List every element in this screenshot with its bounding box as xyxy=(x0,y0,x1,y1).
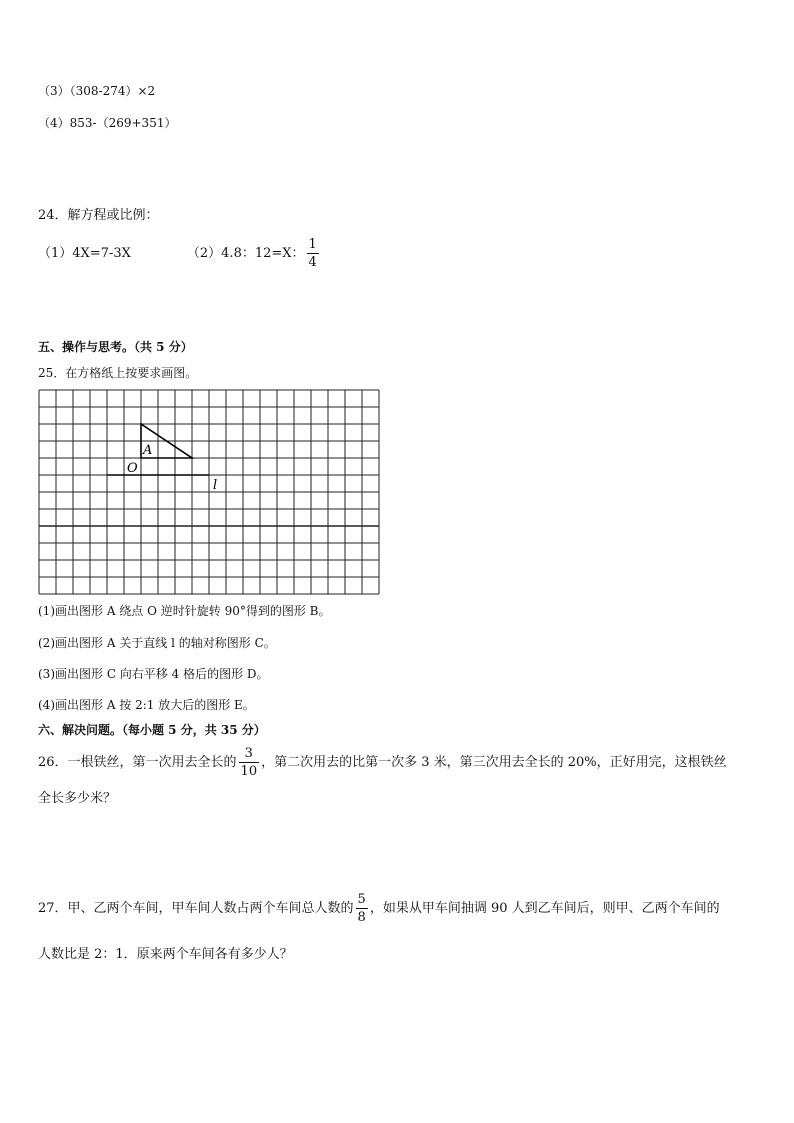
q27-fraction xyxy=(356,892,368,925)
q26-line-1 xyxy=(38,745,727,781)
q25-title: 25．在方格纸上按要求画图。 xyxy=(38,366,198,380)
q24-eq1: （1）4X=7-3X xyxy=(38,246,131,261)
section-6-title: 六、解决问题。（每小题 5 分，共 35 分） xyxy=(38,723,266,737)
q24-frac-num: 1 xyxy=(308,237,317,252)
q24-frac-den: 4 xyxy=(308,255,317,270)
q26-frac-den: 10 xyxy=(240,764,258,779)
q24-fraction xyxy=(307,237,319,270)
section-5-title: 五、操作与思考。（共 5 分） xyxy=(38,340,193,354)
calc-item-3: （3）（308-274）×2 xyxy=(38,84,156,98)
q26-line-2: 全长多少米？ xyxy=(38,791,117,806)
q27-line-2: 人数比是 2：1．原来两个车间各有多少人？ xyxy=(38,947,293,962)
q25-task-4: (4)画出图形 A 按 2:1 放大后的图形 E。 xyxy=(38,698,255,712)
q24-equations xyxy=(38,236,321,272)
q26-text-part1: 26．一根铁丝，第一次用去全长的 xyxy=(38,755,237,770)
label-l: l xyxy=(213,478,218,493)
q26-text-part2: ，第二次用去的比第一次多 3 米，第三次用去全长的 20%，正好用完，这根铁丝 xyxy=(261,755,727,770)
q26-fraction xyxy=(239,746,260,779)
q27-line-1 xyxy=(38,891,720,927)
label-o: O xyxy=(127,461,138,476)
q24-eq2: （2）4.8：12=X： xyxy=(186,246,305,261)
q27-frac-den: 8 xyxy=(357,910,366,925)
q25-task-1: (1)画出图形 A 绕点 O 逆时针旋转 90°得到的图形 B。 xyxy=(38,604,331,618)
q26-frac-num: 3 xyxy=(244,746,253,761)
q27-text-part1: 27．甲、乙两个车间，甲车间人数占两个车间总人数的 xyxy=(38,901,354,916)
q24-title: 24．解方程或比例： xyxy=(38,208,159,223)
q25-task-2: (2)画出图形 A 关于直线 l 的轴对称图形 C。 xyxy=(38,636,276,650)
calc-item-4: （4）853-（269+351） xyxy=(38,116,177,130)
q27-frac-num: 5 xyxy=(357,892,366,907)
q25-task-3: (3)画出图形 C 向右平移 4 格后的图形 D。 xyxy=(38,667,269,681)
grid-paper xyxy=(38,389,380,595)
label-a: A xyxy=(143,443,153,458)
q27-text-part2: ，如果从甲车间抽调 90 人到乙车间后，则甲、乙两个车间的 xyxy=(369,901,720,916)
